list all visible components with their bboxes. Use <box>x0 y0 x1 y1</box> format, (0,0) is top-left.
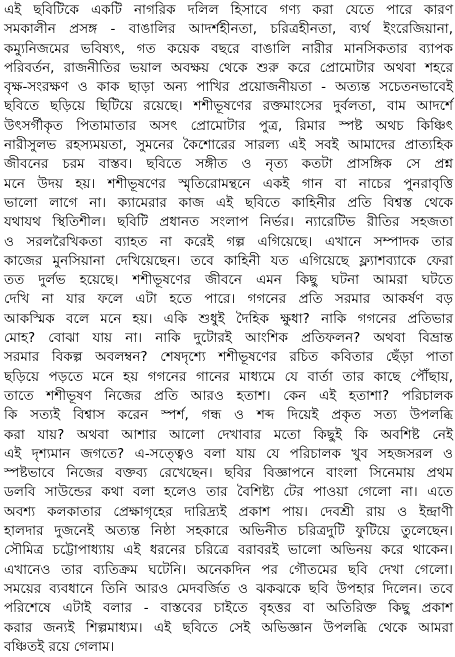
text-line: ছবিতে ছড়িয়ে ছিটিয়ে রয়েছে। শশীভূষণের রক্তমাংসের দুর্বলতা, বাম আদর্শে <box>4 98 453 115</box>
text-line: বৃক্ষ-সংরক্ষণ ও কাক ছাড়া অন্য পাখির প্রয়োজনীয়তা - অত্যন্ত সচেতনভাবেই <box>4 79 453 96</box>
text-line: কাজের মুনসিয়ানা দেখিয়েছেন। তবে কাহিনী যত এগিয়েছে ফ্ল্যাশব্যাকে ফেরা <box>4 252 453 269</box>
text-line: ও সরলরৈখিকতা ব্যাহত না করেই গল্প এগিয়েছে। এখানে সম্পাদক তার <box>4 233 453 250</box>
text-line: ডলবি সাউন্ডের কথা বলা হলেও তার বৈশিষ্ট্য টের পাওয়া গেলো না। এতে <box>4 484 453 501</box>
text-line: তত দুর্লভ হয়েছে। শশীভূষণের জীবনে এমন কিছু ঘটনা আমরা ঘটতে <box>4 272 453 289</box>
text-line: পরিবর্তন, রাজনীতির ভয়াল অবক্ষয় থেকে শুরু করে প্রোমোটার অথবা শহরে <box>4 59 453 76</box>
text-line: অবশ্য কলকাতার প্রেক্ষাগৃহের দারিদ্র্যই প্রকাশ পায়। দেবশ্রী রায় ও ইন্দ্রাণী <box>4 503 453 520</box>
text-line: ছড়িয়ে পড়তে মনে হয় গগনের গানের মাধ্যমে যে বার্তা তার কাছে পৌঁছায়, <box>4 368 453 385</box>
text-line: মোহ? বোঝা যায় না। নাকি দুটোরই আংশিক প্রতিফলন? অথবা বিভ্রান্ত <box>4 330 453 347</box>
text-line: এই দৃশ্যমান জগতে? এ-সত্ত্বেও বলা যায় যে পরিচালক খুব সহজসরল ও <box>4 445 453 462</box>
document-page <box>4 1 453 655</box>
text-line: মনে উদয় হয়। শশীভূষণের স্মৃতিরোমন্থনে একই গান বা নাচের পুনরাবৃত্তি <box>4 175 453 192</box>
text-line: আকস্মিক বলে মনে হয়। একি শুধুই দৈহিক ক্ষুধা? নাকি গগনের প্রতিভার <box>4 310 453 327</box>
text-line: ভালো লাগে না। ক্যামেরার কাজ এই ছবিতে কাহিনীর প্রতি বিশ্বস্ত থেকে <box>4 194 453 211</box>
text-line: বঞ্চিতই রয়ে গেলাম। <box>4 638 115 655</box>
text-line: সৌমিত্র চট্টোপাধ্যায় এই ধরনের চরিত্রে বরাবরই ভালো অভিনয় করে থাকেন। <box>4 542 453 559</box>
text-line: দেখি না যার ফলে এটা হতে পারে। গগনের প্রতি সরমার আকর্ষণ বড় <box>4 291 453 308</box>
text-line: করার জন্যই শিল্পমাধ্যম। এই ছবিতে সেই অভিজ্ঞান উপলব্ধি থেকে আমরা <box>4 619 453 636</box>
text-line: জীবনের চরম বাস্তব। ছবিতে সঙ্গীত ও নৃত্য কতটা প্রাসঙ্গিক সে প্রশ্ন <box>4 156 453 173</box>
text-line: সমকালীন প্রসঙ্গ - বাঙালির আদর্শহীনতা, চরিত্রহীনতা, ব্যর্থ ইংরেজিয়ানা, <box>4 21 453 38</box>
text-line: করা যায়? অথবা আশার আলো দেখাবার মতো কিছুই কি অবশিষ্ট নেই <box>4 426 453 443</box>
text-line: পরিশেষে এটাই বলার - বাস্তবের চাইতে বৃহত্তর বা অতিরিক্ত কিছু প্রকাশ <box>4 600 453 617</box>
text-line: এখানেও তার ব্যতিক্রম ঘটেনি। অনেকদিন পর গৌতমের ছবি দেখা গেলো। <box>4 561 453 578</box>
text-line: স্পষ্টভাবে নিজের বক্তব্য রেখেছেন। ছবির বিজ্ঞাপনে বাংলা সিনেমায় প্রথম <box>4 465 453 482</box>
text-line: কি সত্যই বিশ্বাস করেন স্পর্শ, গন্ধ ও শব্দ দিয়েই প্রকৃত সত্য উপলব্ধি <box>4 407 453 424</box>
text-line: সময়ের ব্যবধানে তিনি আরও মেদবর্জিত ও ঝকঝকে ছবি উপহার দিলেন। তবে <box>4 580 453 597</box>
text-line: এই ছবিটিকে একটি নাগরিক দলিল হিসাবে গণ্য করা যেতে পারে কারণ <box>4 2 453 18</box>
text-line: নারীসুলভ রহস্যময়তা, সুমনের কৈশোরের সারল্য এই সবই আমাদের প্রাত্যহিক <box>4 137 453 154</box>
text-line: উৎসর্গীকৃত পিতামাতার অসৎ প্রোমোটার পুত্র, রিমার স্পষ্ট অথচ কিঞ্চিৎ <box>4 117 453 134</box>
text-line: হালদার দুজনেই অত্যন্ত নিষ্ঠা সহকারে অভিনীত চরিত্রদুটি ফুটিয়ে তুলেছেন। <box>4 523 453 540</box>
text-line: সরমার বিকল্প অবলম্বন? শেষদৃশ্যে শশীভূষণের রচিত কবিতার ছেঁড়া পাতা <box>4 349 453 366</box>
text-line: কম্যুনিজমের ভবিষ্যৎ, গত কয়েক বছরে বাঙালি নারীর মানসিকতার ব্যাপক <box>4 40 453 57</box>
text-line: তাতে শশীভূষণ নিজের প্রতি আরও হতাশ। কেন এই হতাশা? পরিচালক <box>4 387 453 404</box>
text-line: যথাযথ স্থিতিশীল। ছবিটি প্রধানত সংলাপ নির্ভর। ন্যারেটিভ রীতির সহজতা <box>4 214 453 231</box>
